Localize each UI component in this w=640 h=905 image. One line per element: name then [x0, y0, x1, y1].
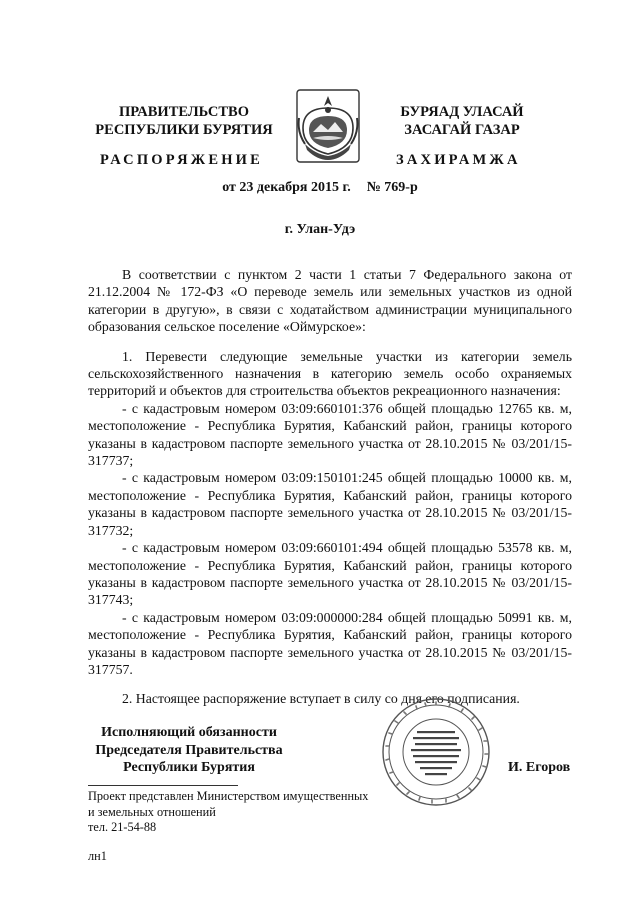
- plot-4-paragraph: - с кадастровым номером 03:09:000000:284 общей площадью 50991 кв. м, местоположение - Республика Бурятия, Кабанский район, границы которого указаны в кадастровом паспорте земельного участка от 28.10.2015 № 03/201/15-317757.: [88, 609, 572, 677]
- issuer-line-2-bua: ЗАСАГАЙ ГАЗАР: [404, 122, 520, 138]
- issuer-line-1: ПРАВИТЕЛЬСТВО: [119, 104, 249, 120]
- document-date: от 23 декабря 2015 г.: [222, 180, 351, 195]
- draft-note: [88, 789, 408, 836]
- document-body: [88, 266, 572, 708]
- signatory-title-line-1: Исполняющий обязанности: [101, 725, 277, 740]
- document-type-bua: ЗАХИРАМЖА: [396, 152, 521, 168]
- document-city: г. Улан-Удэ: [284, 222, 356, 237]
- intro-paragraph: В соответствии с пунктом 2 части 1 статьи 7 Федерального закона от 21.12.2004 № 172-ФЗ «О переводе земель или земельных участков из одной категории в другую», в связи с ходатайством администрации муниципального образования сельское поселение «Оймурское»:: [88, 267, 572, 335]
- republic-emblem-icon: [295, 88, 361, 164]
- item-2-paragraph: 2. Настоящее распоряжение вступает в силу со дня его подписания.: [122, 691, 520, 707]
- signatory-name: И. Егоров: [508, 760, 571, 775]
- footer-divider: [88, 785, 238, 786]
- plot-1-paragraph: - с кадастровым номером 03:09:660101:376 общей площадью 12765 кв. м, местоположение - Республика Бурятия, Кабанский район, границы которого указаны в кадастровом паспорте земельного участка от 28.10.2015 № 03/201/15-317737;: [88, 400, 572, 469]
- document-type-ru: РАСПОРЯЖЕНИЕ: [100, 152, 264, 168]
- issuer-line-1-bua: БУРЯАД УЛАСАЙ: [400, 104, 524, 120]
- signatory-title-line-3: Республики Бурятия: [123, 760, 255, 775]
- contact-phone: тел. 21-54-88: [88, 820, 157, 835]
- executor-initials: лн1: [88, 849, 107, 863]
- issuer-line-2: РЕСПУБЛИКИ БУРЯТИЯ: [95, 122, 273, 138]
- draft-note-line-1: Проект представлен Министерством имущественных: [88, 789, 369, 803]
- issuer-name-ru: [84, 103, 284, 139]
- date-number-line: [0, 180, 640, 196]
- issuer-name-bua: [362, 103, 562, 139]
- draft-note-line-2: и земельных отношений: [88, 804, 216, 819]
- signatory-title-line-2: Председателя Правительства: [95, 742, 283, 758]
- signatory-title: [84, 724, 294, 777]
- plot-3-paragraph: - с кадастровым номером 03:09:660101:494 общей площадью 53578 кв. м, местоположение - Республика Бурятия, Кабанский район, границы которого указаны в кадастровом паспорте земельного участка от 28.10.2015 № 03/201/15-317743;: [88, 540, 572, 608]
- document-number: № 769-р: [366, 180, 418, 195]
- plot-2-paragraph: - с кадастровым номером 03:09:150101:245 общей площадью 10000 кв. м, местоположение - Республика Бурятия, Кабанский район, границы которого указаны в кадастровом паспорте земельного участка от 28.10.2015 № 03/201/15-317732;: [88, 470, 572, 538]
- item-1-paragraph: 1. Перевести следующие земельные участки из категории земель сельскохозяйственного назначения в категорию земель особо охраняемых территорий и объектов для строительства объектов рекреационного назначения:: [88, 348, 572, 399]
